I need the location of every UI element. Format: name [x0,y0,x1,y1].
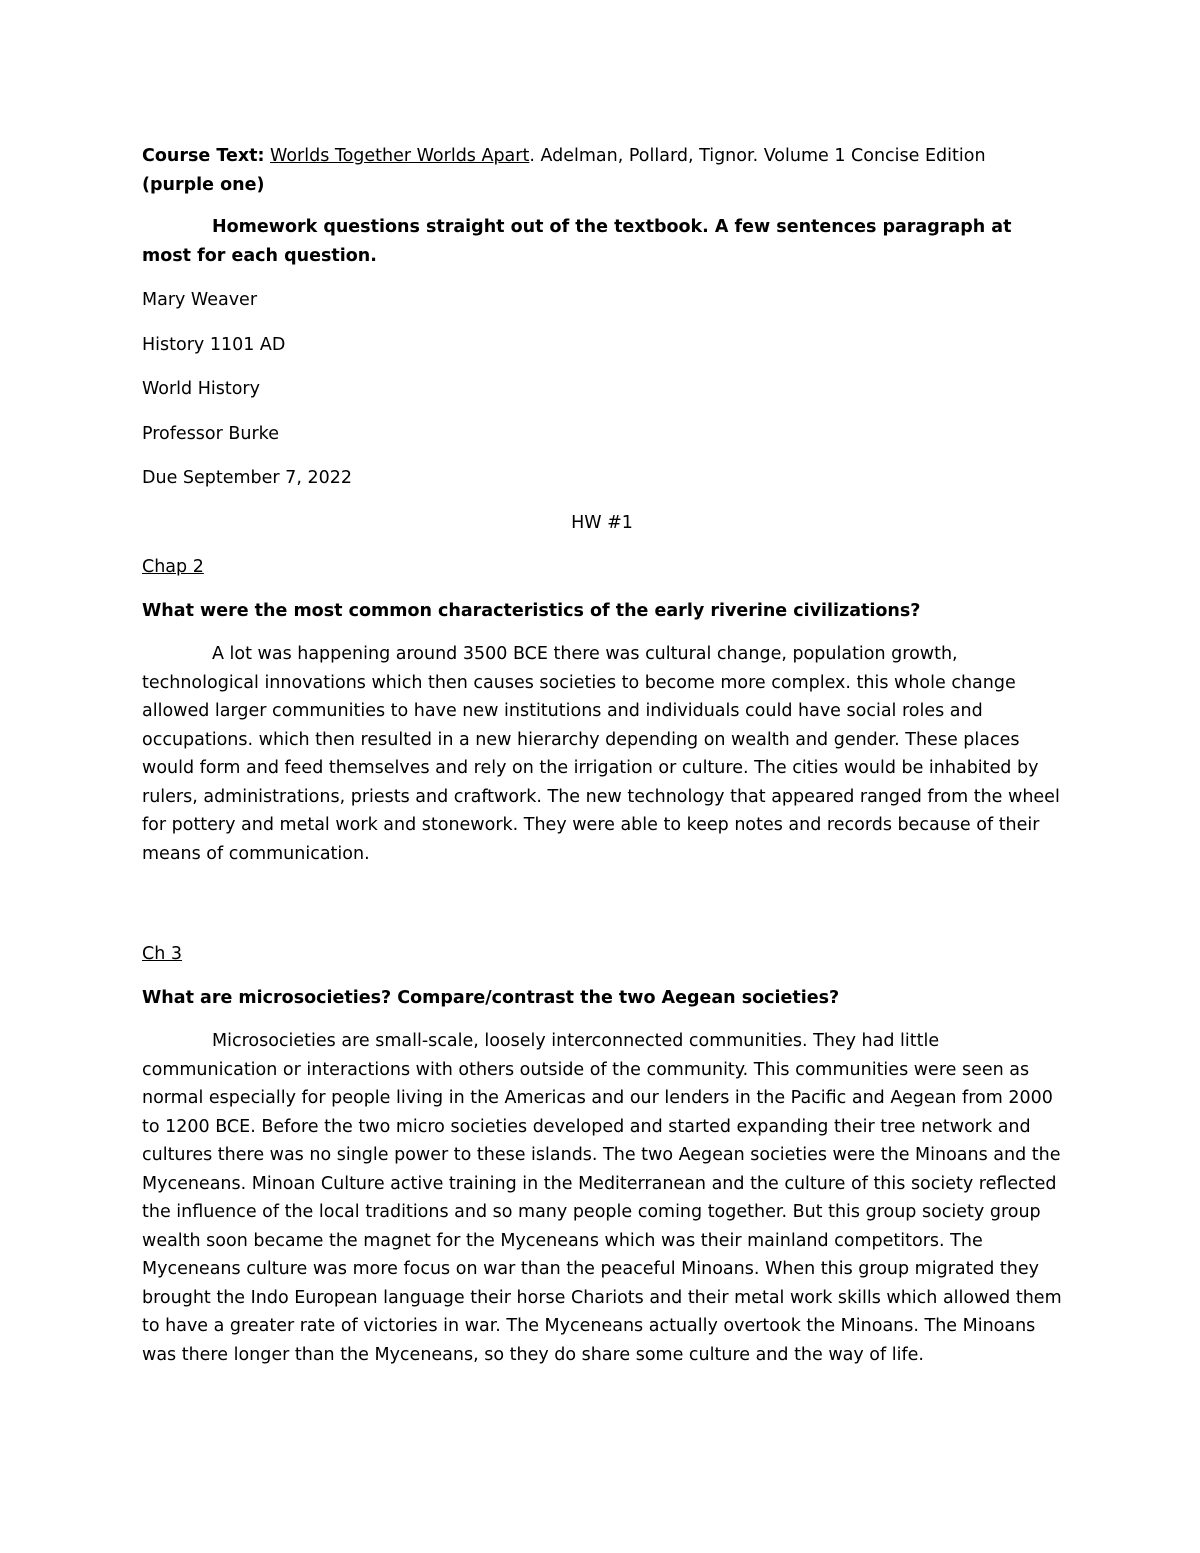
instructions: Homework questions straight out of the textbook. A few sentences paragraph at most for each question. [142,217,1012,266]
book-details: . Adelman, Pollard, Tignor. Volume 1 Concise Edition [529,146,986,166]
book-edition-note: (purple one) [142,174,265,195]
professor-name: Professor Burke [142,423,279,444]
course-text-label: Course Text: [142,146,265,166]
question-text: What are microsocieties? Compare/contrast the two Aegean societies? [142,987,840,1008]
chapter-label: Ch 3 [142,944,183,964]
answer-text: A lot was happening around 3500 BCE there was cultural change, population growth, technological innovations which then causes societies to become more complex. this whole change allowed larger communities to have new institutions and individuals could have social roles and occupations. which then resulted in a new hierarchy depending on wealth and gender. These places would form and feed themselves and rely on the irrigation or culture. The cities would be inhabited by rulers, administrations, priests and craftwork. The new technology that appeared ranged from the wheel for pottery and metal work and stonework. They were able to keep notes and records because of their means of communication. [142,644,1060,864]
due-date: Due September 7, 2022 [142,468,352,488]
section-spacer [142,868,1062,940]
document-body [142,142,1062,1369]
chapter-label: Chap 2 [142,557,204,577]
section-ch-3 [142,940,1062,1369]
course-code: History 1101 AD [142,334,286,355]
course-name: World History [142,379,260,399]
book-title: Worlds Together Worlds Apart [270,146,530,166]
course-text-line [142,142,1062,199]
section-chap-2 [142,553,1062,868]
student-name: Mary Weaver [142,290,258,310]
homework-title: HW #1 [571,512,633,533]
answer-text: Microsocieties are small-scale, loosely interconnected communities. They had little communication or interactions with others outside of the community. This communities were seen as normal especially for people living in the Americas and our lenders in the Pacific and Aegean from 2000 to 1200 BCE. Before the two micro societies developed and started expanding their tree network and cultures there was no single power to these islands. The two Aegean societies were the Minoans and the Myceneans. Minoan Culture active training in the Mediterranean and the culture of this society reflected the influence of the local traditions and so many people coming together. But this group society group wealth soon became the magnet for the Myceneans which was their mainland competitors. The Myceneans culture was more focus on war than the peaceful Minoans. When this group migrated they brought the Indo European language their horse Chariots and their metal work skills which allowed them to have a greater rate of victories in war. The Myceneans actually overtook the Minoans. The Minoans was there longer than the Myceneans, so they do share some culture and the way of life. [142,1031,1062,1365]
question-text: What were the most common characteristics of the early riverine civilizations? [142,600,921,621]
